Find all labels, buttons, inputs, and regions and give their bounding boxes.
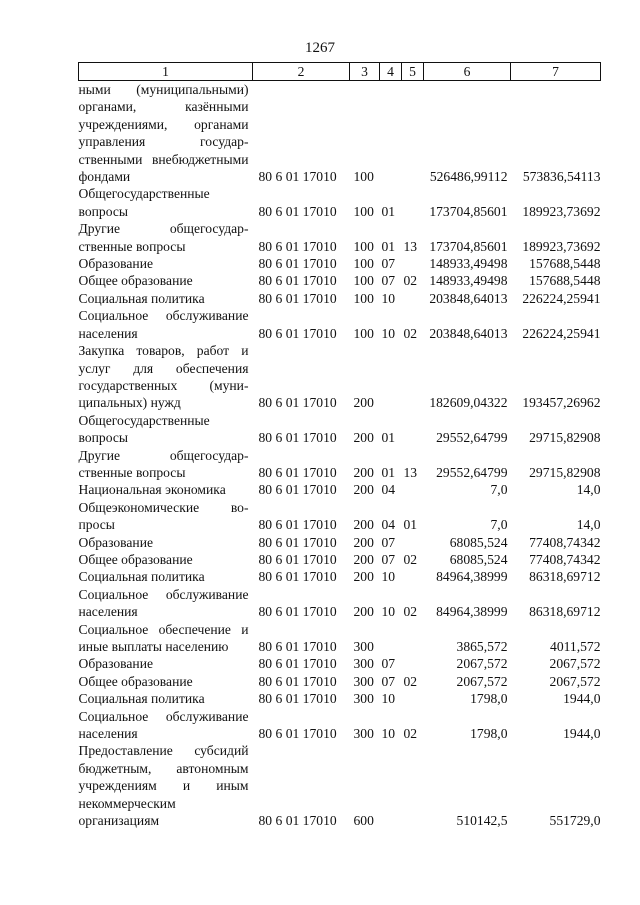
row-target-code: 80 6 01 17010 [258,325,337,341]
column-header-5: 5 [402,63,424,81]
row-amount-year2: 573836,54113 [522,169,601,185]
row-amount-year1: 2067,572 [456,673,508,689]
row-amount-year1: 68085,524 [449,534,508,550]
row-subsection [402,568,424,585]
row-subsection [402,290,424,307]
row-amount-year2: 2067,572 [549,673,601,689]
column-header-1: 1 [79,63,253,81]
row-expense-type: 200 [353,464,374,480]
row-target-code: 80 6 01 17010 [258,813,337,829]
header-row [79,63,601,81]
row-section: 10 [381,325,396,341]
row-name: Социальное обслуживание населения [78,708,249,742]
table-row [79,447,601,482]
row-target-code: 80 6 01 17010 [258,691,337,707]
row-target-code: 80 6 01 17010 [258,534,337,550]
row-section: 07 [381,673,396,689]
row-target-code: 80 6 01 17010 [258,604,337,620]
row-amount-year1: 3865,572 [456,639,508,654]
table-row [79,673,601,690]
row-expense-type: 100 [353,203,374,219]
row-expense-type: 100 [353,238,374,254]
row-section [380,742,402,829]
row-amount-year1: 148933,49498 [429,256,508,272]
row-amount-year1: 510142,5 [456,813,508,829]
row-name: Национальная экономика [78,482,226,498]
row-name: Социальное обслуживание населения [78,308,249,341]
row-subsection [402,342,424,412]
row-amount-year2: 14,0 [576,517,601,533]
row-name: Предоставление субсидий бюджетным, автономным учреждениям и иным некоммерческим организациям [78,743,249,829]
column-header-4: 4 [380,63,402,81]
row-amount-year1: 173704,85601 [429,203,508,219]
table-row [79,342,601,412]
row-subsection: 02 [403,273,418,289]
row-name: Образование [78,534,154,550]
table-row [79,307,601,342]
row-section: 07 [381,551,396,567]
column-header-6: 6 [424,63,511,81]
row-expense-type: 100 [353,169,374,185]
row-section: 04 [381,482,396,498]
table-row [79,290,601,307]
row-amount-year1: 203848,64013 [429,290,508,306]
row-name: Образование [78,256,154,272]
row-expense-type: 200 [353,534,374,550]
row-name: Образование [78,656,154,672]
row-target-code: 80 6 01 17010 [258,551,337,567]
row-section: 10 [381,569,396,585]
column-header-2: 2 [253,63,350,81]
row-amount-year1: 7,0 [490,517,508,533]
row-subsection [402,185,424,220]
row-expense-type: 100 [353,325,374,341]
row-section: 07 [381,656,396,672]
table-row [79,690,601,707]
row-subsection [402,81,424,186]
row-amount-year2: 2067,572 [549,656,601,672]
row-section: 04 [381,517,396,533]
row-section: 07 [381,534,396,550]
row-amount-year1: 84964,38999 [436,569,508,585]
row-amount-year1: 173704,85601 [429,238,508,254]
row-section: 01 [381,464,396,480]
row-name: Закупка товаров, работ и услуг для обеспечения государственных (муниципальных) нужд [78,343,249,411]
row-target-code: 80 6 01 17010 [258,273,337,289]
table-row [79,220,601,255]
row-section: 01 [381,238,396,254]
row-subsection: 02 [403,325,418,341]
table-row [79,621,601,656]
row-amount-year2: 551729,0 [549,813,601,829]
row-section [380,621,402,656]
row-amount-year1: 1798,0 [470,726,508,742]
row-name: Социальная политика [78,569,205,585]
row-section: 07 [381,256,396,272]
row-subsection [402,742,424,829]
table-row [79,586,601,621]
row-amount-year1: 526486,99112 [429,169,508,185]
row-expense-type: 200 [353,569,374,585]
page-number: 1267 [305,40,335,56]
budget-table [78,62,601,829]
row-expense-type: 600 [353,813,374,829]
row-amount-year2: 1944,0 [563,691,601,707]
row-section: 07 [381,273,396,289]
table-row [79,708,601,743]
row-amount-year1: 1798,0 [470,691,508,707]
row-amount-year2: 14,0 [576,482,601,498]
row-subsection [402,255,424,272]
row-subsection: 01 [403,517,418,533]
row-amount-year2: 86318,69712 [529,569,601,585]
row-expense-type: 300 [353,673,374,689]
row-amount-year2: 189923,73692 [522,203,601,219]
table-row [79,655,601,672]
row-subsection: 13 [403,238,418,254]
table-row [79,81,601,186]
row-name: Социальное обеспечение и иные выплаты населению [78,621,249,654]
row-amount-year1: 29552,64799 [436,464,508,480]
row-target-code: 80 6 01 17010 [258,290,337,306]
row-subsection [402,534,424,551]
row-amount-year1: 29552,64799 [436,430,508,446]
row-target-code: 80 6 01 17010 [258,517,337,533]
row-expense-type: 300 [353,726,374,742]
row-amount-year2: 77408,74342 [529,551,601,567]
row-target-code: 80 6 01 17010 [258,482,337,498]
row-target-code: 80 6 01 17010 [258,656,337,672]
row-amount-year2: 226224,25941 [522,325,601,341]
row-expense-type: 200 [353,395,374,411]
row-expense-type: 200 [353,430,374,446]
row-amount-year1: 203848,64013 [429,325,508,341]
row-amount-year1: 182609,04322 [429,395,508,411]
row-subsection: 02 [403,551,418,567]
row-amount-year2: 189923,73692 [522,238,601,254]
row-expense-type: 100 [353,290,374,306]
column-header-3: 3 [350,63,380,81]
row-amount-year2: 29715,82908 [529,464,601,480]
row-subsection [402,621,424,656]
row-amount-year1: 148933,49498 [429,273,508,289]
table-body [79,81,601,830]
row-amount-year2: 226224,25941 [522,290,601,306]
row-amount-year2: 4011,572 [550,639,601,654]
row-section [380,342,402,412]
row-expense-type: 300 [353,691,374,707]
table-row [79,272,601,289]
row-target-code: 80 6 01 17010 [258,169,337,185]
table-row [79,412,601,447]
row-section: 01 [381,203,396,219]
row-name: Общеэкономические вопросы [78,499,249,533]
row-target-code: 80 6 01 17010 [258,430,337,446]
row-section: 10 [381,726,396,742]
table-row [79,534,601,551]
row-target-code: 80 6 01 17010 [258,726,337,742]
row-amount-year2: 29715,82908 [529,430,601,446]
row-target-code: 80 6 01 17010 [258,256,337,272]
row-section: 10 [381,604,396,620]
row-amount-year1: 2067,572 [456,656,508,672]
row-expense-type: 100 [353,256,374,272]
row-name: Другие общегосударственные вопросы [78,447,249,480]
table-row [79,499,601,534]
row-subsection: 13 [403,464,418,480]
row-expense-type: 200 [353,482,374,498]
row-amount-year2: 157688,5448 [529,273,601,289]
row-subsection [402,412,424,447]
row-name: Социальная политика [78,290,205,306]
row-amount-year2: 1944,0 [563,726,601,742]
row-subsection: 02 [403,673,418,689]
row-subsection [402,655,424,672]
row-name: Другие общегосударственные вопросы [78,221,249,254]
row-amount-year1: 7,0 [490,482,508,498]
row-target-code: 80 6 01 17010 [258,203,337,219]
row-name: ными (муниципальными) органами, казёнными учреждениями, органами управления государственными внебюджетными фондами [78,82,249,185]
row-target-code: 80 6 01 17010 [258,569,337,585]
row-subsection: 02 [403,726,418,742]
row-section: 10 [381,290,396,306]
row-expense-type: 100 [353,273,374,289]
row-name: Общегосударственные вопросы [78,412,210,446]
table-row [79,185,601,220]
table-row [79,568,601,585]
row-section: 01 [381,430,396,446]
row-expense-type: 200 [353,551,374,567]
row-amount-year2: 193457,26962 [522,395,601,411]
row-expense-type: 200 [353,604,374,620]
row-name: Общее образование [78,551,193,567]
row-amount-year2: 77408,74342 [529,534,601,550]
row-amount-year2: 157688,5448 [529,256,601,272]
column-header-7: 7 [511,63,601,81]
row-target-code: 80 6 01 17010 [258,464,337,480]
row-expense-type: 300 [353,639,374,654]
row-subsection [402,690,424,707]
row-expense-type: 200 [353,517,374,533]
table-row [79,742,601,829]
row-expense-type: 300 [353,656,374,672]
row-amount-year2: 86318,69712 [529,604,601,620]
table-row [79,255,601,272]
row-section [380,81,402,186]
row-section: 10 [381,691,396,707]
row-subsection: 02 [403,604,418,620]
row-subsection [402,481,424,498]
row-name: Социальное обслуживание населения [78,586,249,620]
row-name: Общегосударственные вопросы [78,186,210,219]
row-name: Общее образование [78,273,193,289]
row-target-code: 80 6 01 17010 [258,673,337,689]
row-target-code: 80 6 01 17010 [258,639,337,654]
table-row [79,481,601,498]
row-name: Общее образование [78,673,193,689]
table-row [79,551,601,568]
row-name: Социальная политика [78,691,205,707]
row-amount-year1: 68085,524 [449,551,508,567]
row-amount-year1: 84964,38999 [436,604,508,620]
row-target-code: 80 6 01 17010 [258,238,337,254]
row-target-code: 80 6 01 17010 [258,395,337,411]
